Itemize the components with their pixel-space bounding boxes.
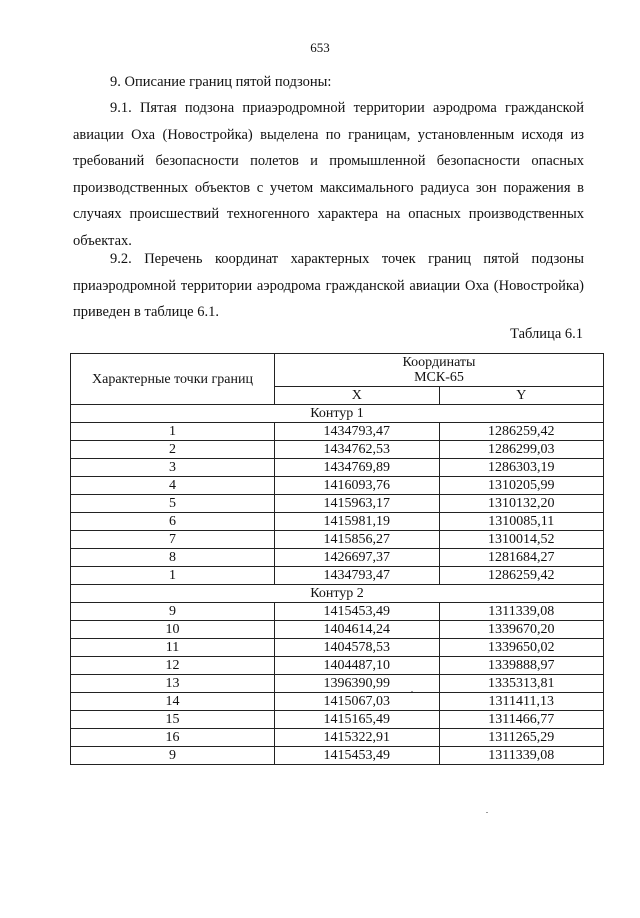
y-coordinate-cell: 1311466,77	[439, 711, 604, 729]
point-number-cell: 9	[71, 747, 275, 765]
table-row	[71, 513, 604, 531]
table-row	[71, 657, 604, 675]
y-coordinate-cell: 1281684,27	[439, 549, 604, 567]
point-number-cell: 7	[71, 531, 275, 549]
table-row	[71, 621, 604, 639]
y-coordinate-cell: 1286259,42	[439, 423, 604, 441]
header-y: Y	[439, 387, 604, 405]
table-row	[71, 639, 604, 657]
point-number-cell: 1	[71, 567, 275, 585]
point-number-cell: 8	[71, 549, 275, 567]
x-coordinate-cell: 1404578,53	[275, 639, 440, 657]
x-coordinate-cell: 1415322,91	[275, 729, 440, 747]
table-row	[71, 531, 604, 549]
y-coordinate-cell: 1310014,52	[439, 531, 604, 549]
page-number: 653	[310, 40, 330, 55]
header-x: X	[275, 387, 440, 405]
point-number-cell: 3	[71, 459, 275, 477]
y-coordinate-cell: 1310132,20	[439, 495, 604, 513]
table-row	[71, 711, 604, 729]
x-coordinate-cell: 1415453,49	[275, 747, 440, 765]
table-row	[71, 675, 604, 693]
y-coordinate-cell: 1311339,08	[439, 747, 604, 765]
x-coordinate-cell: 1396390,99	[275, 675, 440, 693]
y-coordinate-cell: 1339888,97	[439, 657, 604, 675]
header-characteristic-points: Характерные точки границ	[71, 354, 275, 405]
x-coordinate-cell: 1404487,10	[275, 657, 440, 675]
y-coordinate-cell: 1311411,13	[439, 693, 604, 711]
point-number-cell: 11	[71, 639, 275, 657]
scan-artifact-dot	[411, 691, 413, 692]
point-number-cell: 15	[71, 711, 275, 729]
point-number-cell: 10	[71, 621, 275, 639]
table-row	[71, 603, 604, 621]
coordinates-table	[70, 353, 604, 765]
paragraph-9-1: 9.1. Пятая подзона приаэродромной территории аэродрома гражданской авиации Оха (Новостройка) выделена по границам, установленным исходя из требований безопасности полетов и промышленной безопасности опасных производственных объектов с учетом максимального радиуса зон поражения в случаях происшествий техногенного характера на опасных производственных объектах.	[73, 100, 584, 249]
table-row	[71, 495, 604, 513]
y-coordinate-cell: 1311339,08	[439, 603, 604, 621]
point-number-cell: 2	[71, 441, 275, 459]
x-coordinate-cell: 1415453,49	[275, 603, 440, 621]
table-row	[71, 477, 604, 495]
scan-artifact-dot	[486, 812, 488, 813]
point-number-cell: 13	[71, 675, 275, 693]
point-number-cell: 14	[71, 693, 275, 711]
y-coordinate-cell: 1339650,02	[439, 639, 604, 657]
table-row	[71, 729, 604, 747]
y-coordinate-cell: 1286259,42	[439, 567, 604, 585]
x-coordinate-cell: 1415981,19	[275, 513, 440, 531]
table-row	[71, 747, 604, 765]
x-coordinate-cell: 1434793,47	[275, 567, 440, 585]
x-coordinate-cell: 1416093,76	[275, 477, 440, 495]
x-coordinate-cell: 1434769,89	[275, 459, 440, 477]
header-coordinates	[275, 354, 604, 387]
point-number-cell: 5	[71, 495, 275, 513]
table-row	[71, 567, 604, 585]
y-coordinate-cell: 1286299,03	[439, 441, 604, 459]
point-number-cell: 9	[71, 603, 275, 621]
x-coordinate-cell: 1426697,37	[275, 549, 440, 567]
table-caption: Таблица 6.1	[510, 326, 583, 342]
y-coordinate-cell: 1311265,29	[439, 729, 604, 747]
contour-title: Контур 2	[71, 585, 604, 603]
table-row	[71, 441, 604, 459]
y-coordinate-cell: 1310205,99	[439, 477, 604, 495]
point-number-cell: 4	[71, 477, 275, 495]
point-number-cell: 16	[71, 729, 275, 747]
paragraph-9-2: 9.2. Перечень координат характерных точек границ пятой подзоны приаэродромной территории аэродрома гражданской авиации Оха (Новостройка) приведен в таблице 6.1.	[73, 251, 584, 320]
x-coordinate-cell: 1415165,49	[275, 711, 440, 729]
y-coordinate-cell: 1335313,81	[439, 675, 604, 693]
y-coordinate-cell: 1286303,19	[439, 459, 604, 477]
point-number-cell: 12	[71, 657, 275, 675]
x-coordinate-cell: 1415067,03	[275, 693, 440, 711]
x-coordinate-cell: 1404614,24	[275, 621, 440, 639]
x-coordinate-cell: 1434793,47	[275, 423, 440, 441]
point-number-cell: 1	[71, 423, 275, 441]
contour-title: Контур 1	[71, 405, 604, 423]
y-coordinate-cell: 1339670,20	[439, 621, 604, 639]
x-coordinate-cell: 1415963,17	[275, 495, 440, 513]
table-row	[71, 423, 604, 441]
contour-header-row	[71, 585, 604, 603]
table-body	[71, 405, 604, 765]
point-number-cell: 6	[71, 513, 275, 531]
y-coordinate-cell: 1310085,11	[439, 513, 604, 531]
header-coordinate-system: МСК-65	[414, 370, 464, 385]
table-row	[71, 693, 604, 711]
section-heading: 9. Описание границ пятой подзоны:	[110, 74, 332, 90]
table-row	[71, 459, 604, 477]
contour-header-row	[71, 405, 604, 423]
x-coordinate-cell: 1434762,53	[275, 441, 440, 459]
table-row	[71, 549, 604, 567]
x-coordinate-cell: 1415856,27	[275, 531, 440, 549]
header-coordinates-title: Координаты	[402, 355, 476, 370]
